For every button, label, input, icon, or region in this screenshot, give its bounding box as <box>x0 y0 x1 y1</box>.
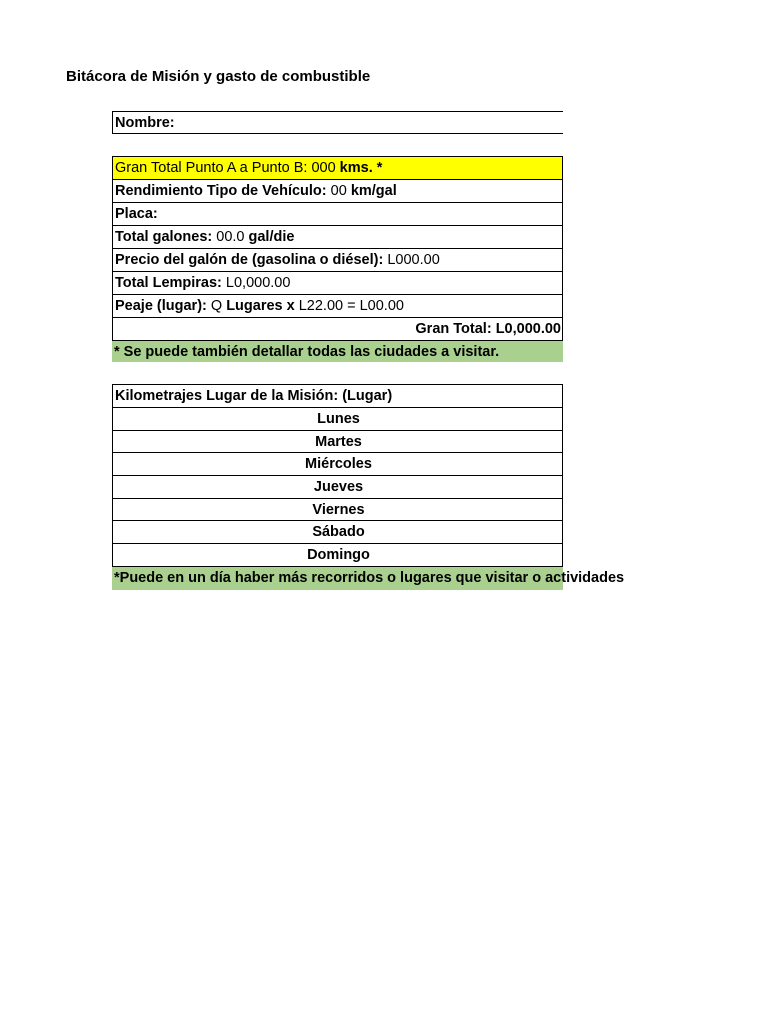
total-lempiras-label: Total Lempiras: <box>115 275 222 291</box>
total-gallons-unit: gal/die <box>248 229 295 245</box>
total-distance-unit: kms. * <box>339 160 383 176</box>
day-row-wednesday[interactable]: Miércoles <box>112 453 563 476</box>
day-row-saturday[interactable]: Sábado <box>112 521 563 544</box>
grand-total-value: Gran Total: L0,000.00 <box>415 321 561 337</box>
sheet-title: Bitácora de Misión y gasto de combustible <box>66 68 371 85</box>
toll-amount-value: L22.00 = L00.00 <box>298 298 404 314</box>
grand-total-row[interactable] <box>112 318 563 341</box>
total-lempiras-row[interactable] <box>112 272 563 295</box>
summary-note: * Se puede también detallar todas las ciudades a visitar. <box>112 341 563 362</box>
gallon-price-row[interactable] <box>112 249 563 272</box>
day-row-friday[interactable]: Viernes <box>112 499 563 521</box>
vehicle-efficiency-row[interactable] <box>112 180 563 203</box>
total-distance-row[interactable] <box>112 156 563 180</box>
name-field[interactable]: Nombre: <box>112 111 563 134</box>
total-distance-value: 000 <box>311 160 336 176</box>
vehicle-efficiency-unit: km/gal <box>350 183 397 199</box>
mileage-header[interactable]: Kilometrajes Lugar de la Misión: (Lugar) <box>112 384 563 408</box>
mileage-note: *Puede en un día haber más recorridos o lugares que visitar o actividades <box>112 567 563 590</box>
total-gallons-value: 00.0 <box>216 229 245 245</box>
vehicle-efficiency-label: Rendimiento Tipo de Vehículo: <box>115 183 327 199</box>
toll-row[interactable] <box>112 295 563 318</box>
total-lempiras-value: L0,000.00 <box>225 275 291 291</box>
day-row-sunday[interactable]: Domingo <box>112 544 563 567</box>
day-row-monday[interactable]: Lunes <box>112 408 563 431</box>
day-row-thursday[interactable]: Jueves <box>112 476 563 499</box>
total-distance-label: Gran Total Punto A a Punto B: <box>115 160 308 176</box>
total-gallons-row[interactable] <box>112 226 563 249</box>
vehicle-efficiency-value: 00 <box>330 183 347 199</box>
gallon-price-label: Precio del galón de (gasolina o diésel): <box>115 252 384 268</box>
toll-label: Peaje (lugar): <box>115 298 207 314</box>
day-row-tuesday[interactable]: Martes <box>112 431 563 453</box>
plate-label: Placa: <box>115 206 158 222</box>
toll-count-value: Q <box>210 298 223 314</box>
toll-places-label: Lugares x <box>226 298 295 314</box>
total-gallons-label: Total galones: <box>115 229 213 245</box>
plate-row[interactable] <box>112 203 563 226</box>
gallon-price-value: L000.00 <box>387 252 440 268</box>
